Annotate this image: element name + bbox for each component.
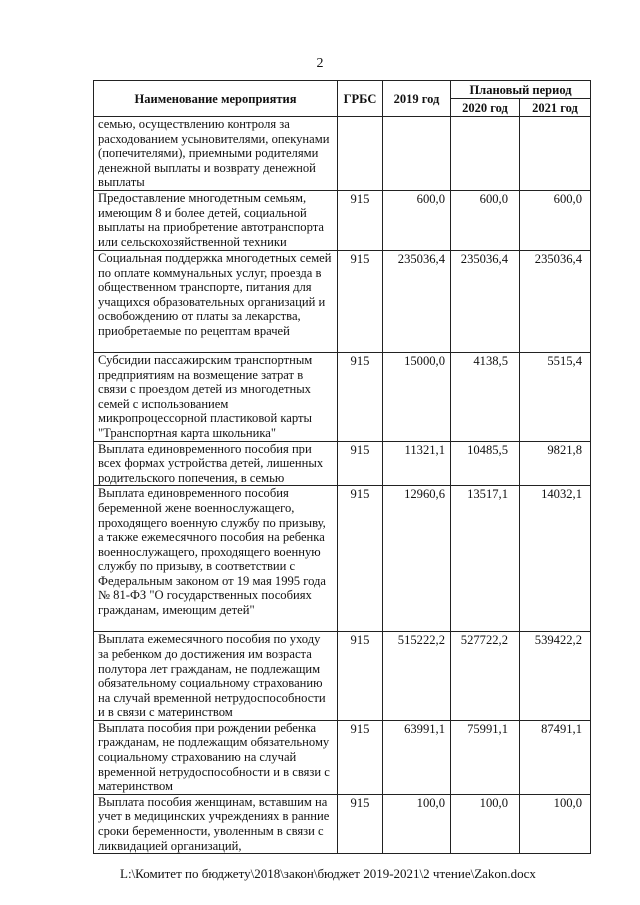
row-2020-cell xyxy=(451,117,520,191)
row-2019-cell: 15000,0 xyxy=(383,352,451,441)
row-2020-cell: 10485,5 xyxy=(451,441,520,486)
row-name-cell: семью, осуществлению контроля за расходованием усыновителями, опекунами (попечителями), приемными родителями денежной выплаты и возврату денежной выплаты xyxy=(94,117,338,191)
row-2021-cell: 87491,1 xyxy=(520,720,591,794)
row-name-cell: Предоставление многодетным семьям, имеющим 8 и более детей, социальной выплаты на приобретение автотранспорта или сельскохозяйственной техники xyxy=(94,190,338,250)
row-2021-cell: 9821,8 xyxy=(520,441,591,486)
row-2019-cell: 63991,1 xyxy=(383,720,451,794)
row-grbs-cell xyxy=(338,117,383,191)
row-name-cell: Выплата единовременного пособия беременной жене военнослужащего, проходящего военную службу по призыву, а также ежемесячного пособия на ребенка военнослужащего, проходящего военную службу по призыву, в соответствии с Федеральным законом от 19 мая 1995 года № 81-ФЗ "О государственных пособиях гражданам, имеющим детей" xyxy=(94,486,338,632)
row-grbs-cell: 915 xyxy=(338,352,383,441)
page-number: 2 xyxy=(316,56,324,71)
header-planned-period: Плановый период xyxy=(451,81,591,99)
header-2020: 2020 год xyxy=(451,99,520,117)
table-row xyxy=(94,441,591,486)
row-name-cell: Социальная поддержка многодетных семей по оплате коммунальных услуг, проезда в общественном транспорте, питания для учащихся образовательных организаций и освобождению от платы за лекарства, приобретаемые по рецептам врачей xyxy=(94,250,338,352)
row-2020-cell: 100,0 xyxy=(451,794,520,853)
row-grbs-cell: 915 xyxy=(338,190,383,250)
row-2021-cell xyxy=(520,117,591,191)
row-2020-cell: 4138,5 xyxy=(451,352,520,441)
table-row xyxy=(94,352,591,441)
row-2019-cell xyxy=(383,117,451,191)
header-grbs: ГРБС xyxy=(338,81,383,117)
row-2021-cell: 5515,4 xyxy=(520,352,591,441)
row-name-cell: Субсидии пассажирским транспортным предприятиям на возмещение затрат в связи с проездом детей из многодетных семей с использованием микропроцессорной пластиковой карты "Транспортная карта школьника" xyxy=(94,352,338,441)
table-row xyxy=(94,486,591,632)
row-grbs-cell: 915 xyxy=(338,794,383,853)
row-grbs-cell: 915 xyxy=(338,250,383,352)
row-2019-cell: 100,0 xyxy=(383,794,451,853)
row-grbs-cell: 915 xyxy=(338,720,383,794)
row-2020-cell: 75991,1 xyxy=(451,720,520,794)
row-grbs-cell: 915 xyxy=(338,632,383,721)
row-name-cell: Выплата единовременного пособия при всех формах устройства детей, лишенных родительского попечения, в семью xyxy=(94,441,338,486)
header-name: Наименование мероприятия xyxy=(94,81,338,117)
row-name-cell: Выплата пособия женщинам, вставшим на учет в медицинских учреждениях в ранние сроки беременности, уволенным в связи с ликвидацией организаций, xyxy=(94,794,338,853)
table-row xyxy=(94,250,591,352)
header-2021: 2021 год xyxy=(520,99,591,117)
row-2020-cell: 13517,1 xyxy=(451,486,520,632)
budget-table xyxy=(93,80,591,854)
row-2021-cell: 100,0 xyxy=(520,794,591,853)
table-row xyxy=(94,720,591,794)
row-2019-cell: 515222,2 xyxy=(383,632,451,721)
row-2019-cell: 235036,4 xyxy=(383,250,451,352)
row-name-cell: Выплата ежемесячного пособия по уходу за ребенком до достижения им возраста полутора лет гражданам, не подлежащим обязательному социальному страхованию на случай временной нетрудоспособности и в связи с материнством xyxy=(94,632,338,721)
row-2019-cell: 11321,1 xyxy=(383,441,451,486)
row-2021-cell: 235036,4 xyxy=(520,250,591,352)
row-2021-cell: 539422,2 xyxy=(520,632,591,721)
row-grbs-cell: 915 xyxy=(338,441,383,486)
table-row xyxy=(94,190,591,250)
header-2019: 2019 год xyxy=(383,81,451,117)
table-header xyxy=(94,81,591,117)
row-2019-cell: 600,0 xyxy=(383,190,451,250)
row-2021-cell: 14032,1 xyxy=(520,486,591,632)
row-2020-cell: 235036,4 xyxy=(451,250,520,352)
row-grbs-cell: 915 xyxy=(338,486,383,632)
table-row xyxy=(94,117,591,191)
row-2021-cell: 600,0 xyxy=(520,190,591,250)
row-name-cell: Выплата пособия при рождении ребенка гражданам, не подлежащим обязательному социальному страхованию на случай временной нетрудоспособности и в связи с материнством xyxy=(94,720,338,794)
table-body xyxy=(94,117,591,854)
table-row xyxy=(94,632,591,721)
footer-file-path: L:\Комитет по бюджету\2018\закон\бюджет 2019-2021\2 чтение\Zakon.docx xyxy=(120,866,536,881)
row-2020-cell: 600,0 xyxy=(451,190,520,250)
row-2019-cell: 12960,6 xyxy=(383,486,451,632)
table-row xyxy=(94,794,591,853)
row-2020-cell: 527722,2 xyxy=(451,632,520,721)
